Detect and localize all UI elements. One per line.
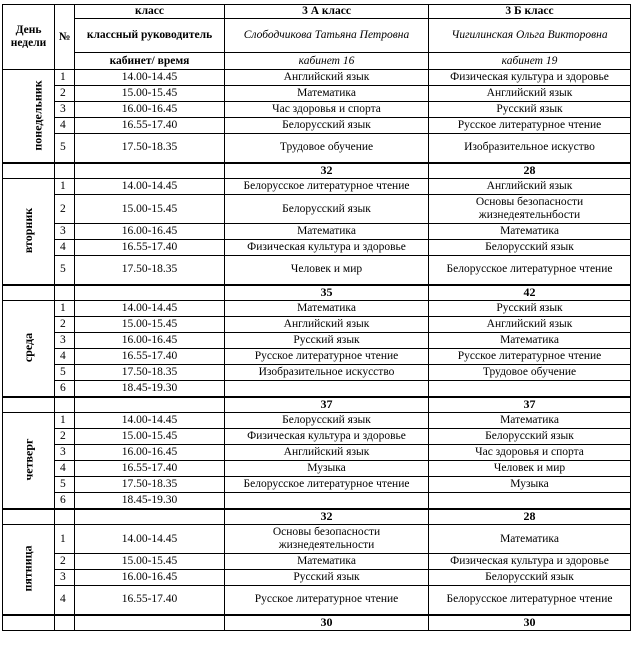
lesson-row — [3, 493, 631, 509]
lesson-time: 14.00-14.45 — [75, 413, 225, 429]
lesson-number: 5 — [55, 477, 75, 493]
lesson-number: 6 — [55, 493, 75, 509]
lesson-class-b: Основы безопасности жизнедеятельнбости — [429, 195, 631, 224]
lesson-number: 1 — [55, 301, 75, 317]
lesson-number: 6 — [55, 381, 75, 397]
lesson-number: 1 — [55, 70, 75, 86]
lesson-class-a: Математика — [225, 86, 429, 102]
schedule-table — [2, 4, 631, 631]
lesson-class-a: Английский язык — [225, 317, 429, 333]
lesson-time: 14.00-14.45 — [75, 179, 225, 195]
lesson-row — [3, 118, 631, 134]
lesson-class-b: Белорусское литературное чтение — [429, 256, 631, 285]
lesson-row — [3, 86, 631, 102]
lesson-class-b — [429, 493, 631, 509]
totals-blank — [75, 509, 225, 525]
lesson-class-b: Русский язык — [429, 102, 631, 118]
lesson-time: 16.00-16.45 — [75, 445, 225, 461]
totals-blank — [3, 397, 55, 413]
lesson-class-a: Английский язык — [225, 70, 429, 86]
total-class-a: 30 — [225, 615, 429, 631]
header-row-class — [3, 5, 631, 19]
lesson-row — [3, 195, 631, 224]
lesson-class-b: Час здоровья и спорта — [429, 445, 631, 461]
lesson-number: 3 — [55, 333, 75, 349]
lesson-class-a: Основы безопасности жизнедеятельности — [225, 525, 429, 554]
lesson-class-a: Физическая культура и здоровье — [225, 429, 429, 445]
lesson-number: 4 — [55, 118, 75, 134]
day-name-cell — [3, 70, 55, 163]
totals-blank — [75, 163, 225, 179]
lesson-number: 3 — [55, 102, 75, 118]
lesson-number: 2 — [55, 554, 75, 570]
lesson-class-b: Белорусский язык — [429, 570, 631, 586]
lesson-class-b: Человек и мир — [429, 461, 631, 477]
lesson-row — [3, 525, 631, 554]
lesson-class-b: Белорусский язык — [429, 240, 631, 256]
totals-row — [3, 615, 631, 631]
lesson-class-b: Математика — [429, 525, 631, 554]
teacher-header: классный руководитель — [75, 19, 225, 53]
lesson-time: 15.00-15.45 — [75, 429, 225, 445]
lesson-class-b: Трудовое обучение — [429, 365, 631, 381]
lesson-class-a: Русское литературное чтение — [225, 349, 429, 365]
lesson-class-a: Музыка — [225, 461, 429, 477]
lesson-class-b: Английский язык — [429, 179, 631, 195]
totals-row — [3, 285, 631, 301]
lesson-time: 14.00-14.45 — [75, 70, 225, 86]
lesson-time: 17.50-18.35 — [75, 256, 225, 285]
lesson-class-b: Английский язык — [429, 317, 631, 333]
num-header: № — [55, 5, 75, 70]
lesson-class-b — [429, 381, 631, 397]
lesson-row — [3, 586, 631, 615]
totals-row — [3, 509, 631, 525]
lesson-class-a: Белорусский язык — [225, 195, 429, 224]
lesson-row — [3, 445, 631, 461]
teacher-b: Чигилинская Ольга Викторовна — [429, 19, 631, 53]
day-name-cell — [3, 413, 55, 509]
lesson-class-a: Русское литературное чтение — [225, 586, 429, 615]
lesson-time: 16.55-17.40 — [75, 349, 225, 365]
lesson-row — [3, 461, 631, 477]
lesson-class-a: Математика — [225, 224, 429, 240]
schedule-body — [3, 5, 631, 631]
lesson-row — [3, 365, 631, 381]
lesson-class-b: Русское литературное чтение — [429, 118, 631, 134]
lesson-class-a: Русский язык — [225, 333, 429, 349]
class-b-header: 3 Б класс — [429, 5, 631, 19]
lesson-class-a — [225, 381, 429, 397]
header-row-room — [3, 53, 631, 70]
totals-blank — [3, 615, 55, 631]
lesson-class-a: Белорусское литературное чтение — [225, 477, 429, 493]
lesson-number: 1 — [55, 525, 75, 554]
teacher-a: Слободчикова Татьяна Петровна — [225, 19, 429, 53]
lesson-class-b: Математика — [429, 333, 631, 349]
lesson-class-a: Белорусский язык — [225, 118, 429, 134]
lesson-class-a: Русский язык — [225, 570, 429, 586]
lesson-class-a: Английский язык — [225, 445, 429, 461]
lesson-row — [3, 317, 631, 333]
lesson-time: 16.00-16.45 — [75, 570, 225, 586]
lesson-number: 5 — [55, 256, 75, 285]
lesson-number: 2 — [55, 86, 75, 102]
lesson-number: 4 — [55, 586, 75, 615]
lesson-time: 16.55-17.40 — [75, 240, 225, 256]
lesson-row — [3, 477, 631, 493]
lesson-time: 17.50-18.35 — [75, 134, 225, 163]
lesson-class-a: Белорусский язык — [225, 413, 429, 429]
lesson-time: 15.00-15.45 — [75, 86, 225, 102]
total-class-b: 28 — [429, 163, 631, 179]
lesson-class-a: Математика — [225, 301, 429, 317]
lesson-time: 16.00-16.45 — [75, 102, 225, 118]
lesson-row — [3, 333, 631, 349]
lesson-time: 15.00-15.45 — [75, 554, 225, 570]
day-name-cell — [3, 525, 55, 615]
lesson-row — [3, 570, 631, 586]
total-class-a: 37 — [225, 397, 429, 413]
day-name: пятница — [20, 545, 35, 592]
totals-row — [3, 397, 631, 413]
lesson-number: 2 — [55, 317, 75, 333]
totals-blank — [55, 163, 75, 179]
lesson-class-a — [225, 493, 429, 509]
total-class-a: 32 — [225, 163, 429, 179]
lesson-class-b: Изобразительное искуство — [429, 134, 631, 163]
day-header: День недели — [3, 5, 55, 70]
total-class-a: 35 — [225, 285, 429, 301]
totals-blank — [55, 397, 75, 413]
lesson-class-a: Час здоровья и спорта — [225, 102, 429, 118]
lesson-row — [3, 413, 631, 429]
day-name-cell — [3, 179, 55, 285]
lesson-row — [3, 429, 631, 445]
lesson-class-a: Изобразительное искусство — [225, 365, 429, 381]
lesson-time: 16.55-17.40 — [75, 461, 225, 477]
lesson-time: 18.45-19.30 — [75, 381, 225, 397]
lesson-class-b: Физическая культура и здоровье — [429, 70, 631, 86]
lesson-time: 18.45-19.30 — [75, 493, 225, 509]
totals-blank — [3, 285, 55, 301]
day-name: среда — [21, 333, 35, 363]
lesson-class-a: Физическая культура и здоровье — [225, 240, 429, 256]
lesson-time: 15.00-15.45 — [75, 317, 225, 333]
lesson-class-b: Музыка — [429, 477, 631, 493]
day-name: понедельник — [30, 80, 45, 151]
totals-blank — [75, 397, 225, 413]
lesson-time: 14.00-14.45 — [75, 525, 225, 554]
lesson-class-b: Английский язык — [429, 86, 631, 102]
total-class-b: 37 — [429, 397, 631, 413]
lesson-number: 4 — [55, 461, 75, 477]
lesson-number: 3 — [55, 570, 75, 586]
lesson-row — [3, 134, 631, 163]
lesson-class-b: Белорусский язык — [429, 429, 631, 445]
lesson-row — [3, 224, 631, 240]
lesson-class-b: Русский язык — [429, 301, 631, 317]
total-class-a: 32 — [225, 509, 429, 525]
lesson-row — [3, 301, 631, 317]
lesson-time: 16.00-16.45 — [75, 333, 225, 349]
lesson-row — [3, 554, 631, 570]
lesson-class-a: Белорусское литературное чтение — [225, 179, 429, 195]
lesson-row — [3, 179, 631, 195]
class-a-header: 3 А класс — [225, 5, 429, 19]
lesson-number: 2 — [55, 429, 75, 445]
lesson-time: 17.50-18.35 — [75, 365, 225, 381]
day-name: четверг — [20, 438, 35, 481]
lesson-number: 1 — [55, 413, 75, 429]
totals-row — [3, 163, 631, 179]
totals-blank — [55, 285, 75, 301]
lesson-class-b: Белорусское литературное чтение — [429, 586, 631, 615]
header-row-teacher — [3, 19, 631, 53]
lesson-number: 1 — [55, 179, 75, 195]
totals-blank — [75, 285, 225, 301]
room-time-header: кабинет/ время — [75, 53, 225, 70]
lesson-row — [3, 70, 631, 86]
lesson-number: 4 — [55, 240, 75, 256]
total-class-b: 28 — [429, 509, 631, 525]
totals-blank — [55, 615, 75, 631]
day-name: вторник — [21, 208, 35, 254]
lesson-time: 16.00-16.45 — [75, 224, 225, 240]
totals-blank — [3, 163, 55, 179]
totals-blank — [55, 509, 75, 525]
totals-blank — [3, 509, 55, 525]
lesson-time: 16.55-17.40 — [75, 118, 225, 134]
lesson-time: 14.00-14.45 — [75, 301, 225, 317]
lesson-number: 2 — [55, 195, 75, 224]
total-class-b: 30 — [429, 615, 631, 631]
lesson-class-b: Русское литературное чтение — [429, 349, 631, 365]
totals-blank — [75, 615, 225, 631]
lesson-class-a: Математика — [225, 554, 429, 570]
lesson-row — [3, 256, 631, 285]
lesson-time: 15.00-15.45 — [75, 195, 225, 224]
lesson-number: 3 — [55, 445, 75, 461]
lesson-row — [3, 381, 631, 397]
class-header: класс — [75, 5, 225, 19]
lesson-class-b: Физическая культура и здоровье — [429, 554, 631, 570]
lesson-number: 4 — [55, 349, 75, 365]
lesson-row — [3, 349, 631, 365]
lesson-class-b: Математика — [429, 224, 631, 240]
lesson-number: 3 — [55, 224, 75, 240]
room-b: кабинет 19 — [429, 53, 631, 70]
lesson-class-b: Математика — [429, 413, 631, 429]
lesson-class-a: Человек и мир — [225, 256, 429, 285]
total-class-b: 42 — [429, 285, 631, 301]
lesson-row — [3, 240, 631, 256]
day-name-cell — [3, 301, 55, 397]
room-a: кабинет 16 — [225, 53, 429, 70]
lesson-number: 5 — [55, 365, 75, 381]
lesson-number: 5 — [55, 134, 75, 163]
lesson-time: 17.50-18.35 — [75, 477, 225, 493]
lesson-time: 16.55-17.40 — [75, 586, 225, 615]
lesson-class-a: Трудовое обучение — [225, 134, 429, 163]
lesson-row — [3, 102, 631, 118]
